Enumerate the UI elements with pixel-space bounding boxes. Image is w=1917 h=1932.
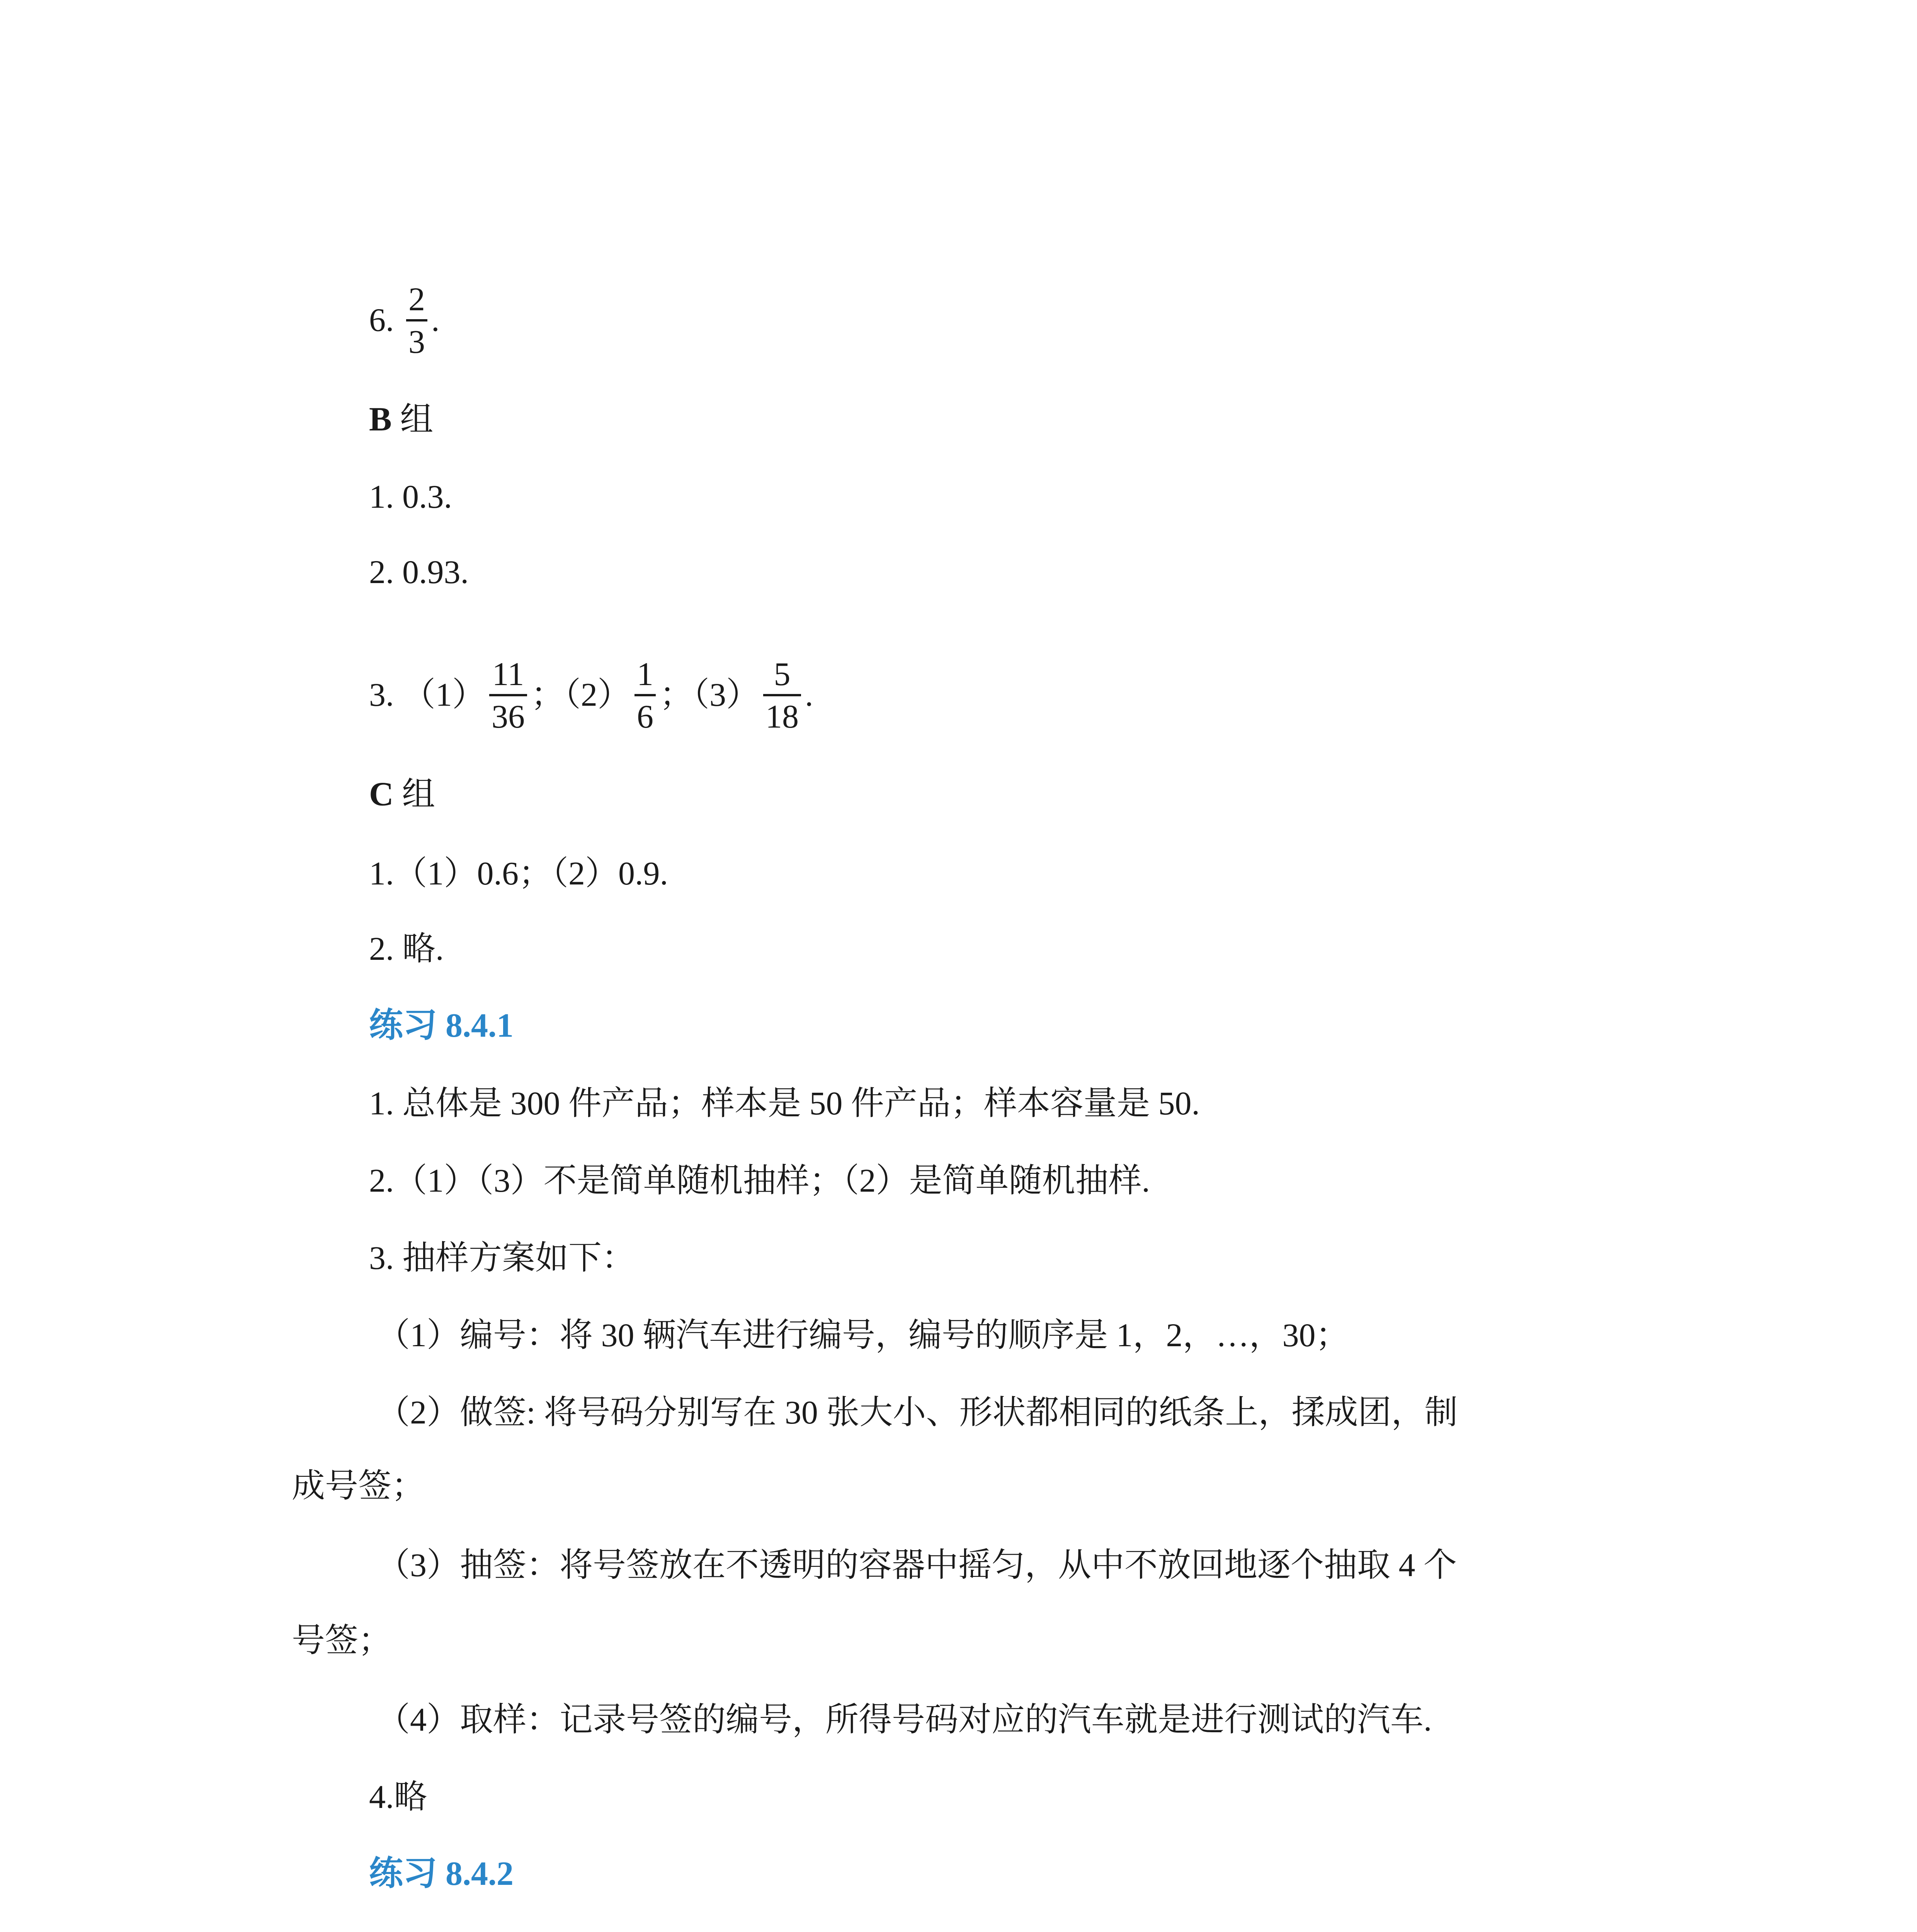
group-c-heading (369, 773, 435, 816)
fraction (763, 654, 801, 736)
exercise-answer-3: 3. 抽样方案如下： (369, 1239, 635, 1276)
answer-number: 3. (369, 676, 394, 713)
fraction-numerator: 11 (489, 654, 527, 696)
fraction-denominator: 3 (408, 323, 425, 360)
fraction-numerator: 2 (406, 279, 427, 321)
group-b-heading (369, 398, 433, 441)
fraction-numerator: 1 (634, 654, 656, 696)
answer-c1: 1.（1）0.6；（2）0.9. (369, 855, 668, 892)
exercise-title: 练习 (369, 1007, 437, 1044)
exercise2-answer-1 (369, 1930, 442, 1932)
answer-b1: 1. 0.3. (369, 478, 452, 515)
answer-suffix: . (431, 301, 440, 338)
group-letter: C (369, 776, 394, 813)
fraction-denominator: 6 (637, 698, 653, 735)
exercise-answer-1: 1. 总体是 300 件产品；样本是 50 件产品；样本容量是 50. (369, 1085, 1200, 1122)
fraction-denominator: 18 (765, 698, 799, 735)
answer-b3 (369, 657, 813, 740)
fraction-numerator: 5 (763, 654, 801, 696)
sampling-step-2-cont: 成号签； (292, 1467, 425, 1504)
exercise-title: 练习 (369, 1855, 437, 1893)
sampling-step-2: （2）做签: 将号码分别写在 30 张大小、形状都相同的纸条上，揉成团，制 (377, 1394, 1458, 1431)
exercise-answer-4: 4.略 (369, 1778, 427, 1815)
group-label: 组 (402, 776, 435, 813)
sampling-step-1: （1）编号：将 30 辆汽车进行编号，编号的顺序是 1，2，…，30； (377, 1316, 1349, 1354)
fraction (406, 279, 427, 362)
exercise-number: 8.4.1 (446, 1007, 514, 1044)
separator: ；（2） (531, 676, 631, 713)
fraction-denominator: 36 (492, 698, 525, 735)
sampling-step-3-cont: 号签； (292, 1622, 391, 1659)
exercise-answer-2: 2.（1）（3）不是简单随机抽样；（2）是简单随机抽样. (369, 1162, 1150, 1199)
answer-c2: 2. 略. (369, 930, 444, 967)
exercise-heading-8-4-1 (369, 1005, 514, 1047)
group-letter: B (369, 401, 392, 438)
fraction (634, 654, 656, 736)
sampling-step-3: （3）抽签：将号签放在不透明的容器中摇匀，从中不放回地逐个抽取 4 个 (377, 1546, 1457, 1583)
answer-a6 (369, 282, 440, 365)
part-label: （1） (402, 676, 485, 713)
answer-b2: 2. 0.93. (369, 553, 469, 590)
group-label: 组 (400, 401, 434, 438)
sampling-step-4: （4）取样：记录号签的编号，所得号码对应的汽车就是进行测试的汽车. (377, 1701, 1432, 1738)
separator: ；（3） (660, 676, 759, 713)
answer-suffix: . (805, 676, 813, 713)
fraction (489, 654, 527, 736)
answer-number: 6. (369, 301, 394, 338)
exercise-number: 8.4.2 (446, 1855, 514, 1893)
exercise-heading-8-4-2 (369, 1853, 514, 1895)
